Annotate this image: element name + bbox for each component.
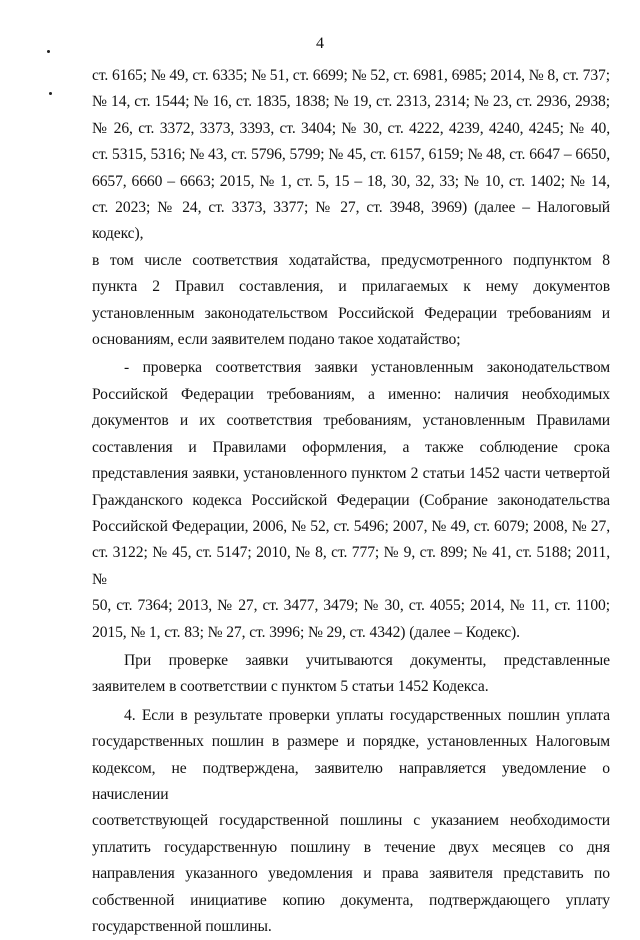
text-line: 50, ст. 7364; 2013, № 27, ст. 3477, 3479; № 30, ст. 4055; 2014, № 11, ст. 1100;	[92, 597, 610, 615]
text-line: представления заявки, установленного пунктом 2 статьи 1452 части четвертой	[92, 465, 610, 483]
text-line: пункта 2 Правил составления, и прилагаемых к нему документов	[92, 278, 610, 296]
text-line: ст. 5315, 5316; № 43, ст. 5796, 5799; № 45, ст. 6157, 6159; № 48, ст. 6647 – 6650,	[92, 146, 610, 164]
text-line: уплатить государственную пошлину в течение двух месяцев со дня	[92, 838, 610, 856]
text-line: Российской Федерации требованиям, а именно: наличия необходимых	[92, 385, 610, 403]
text-line: ст. 3122; № 45, ст. 5147; 2010, № 8, ст. 777; № 9, ст. 899; № 41, ст. 5188; 2011, №	[92, 544, 610, 588]
paragraph-application-check	[92, 355, 610, 645]
text-line: составления и Правилами оформления, а также соблюдение срока	[92, 438, 610, 456]
paragraph-documents-considered	[92, 648, 610, 701]
text-line: № 26, ст. 3372, 3373, 3393, ст. 3404; № 30, ст. 4222, 4239, 4240, 4245; № 40,	[92, 119, 610, 137]
text-line: в том числе соответствия ходатайства, предусмотренного подпунктом 8	[92, 251, 610, 269]
text-line: документов и их соответствия требованиям, установленным Правилами	[92, 412, 610, 430]
text-line: направления указанного уведомления и права заявителя представить по	[92, 865, 610, 883]
text-line: установленным законодательством Российской Федерации требованиям и	[92, 304, 610, 322]
text-line: Российской Федерации, 2006, № 52, ст. 5496; 2007, № 49, ст. 6079; 2008, № 27,	[92, 517, 610, 535]
paragraph-legal-references	[92, 63, 610, 353]
text-line: государственной пошлины.	[92, 918, 272, 935]
text-line: государственных пошлин в размере и порядке, установленных Налоговым	[92, 733, 610, 751]
text-line: ст. 6165; № 49, ст. 6335; № 51, ст. 6699; № 52, ст. 6981, 6985; 2014, № 8, ст. 737;	[92, 67, 610, 84]
text-line: - проверка соответствия заявки установленным законодательством	[124, 359, 610, 377]
text-line: Гражданского кодекса Российской Федерации (Собрание законодательства	[92, 491, 610, 509]
text-line: собственной инициативе копию документа, подтверждающего уплату	[92, 891, 610, 909]
text-line: заявителем в соответствии с пунктом 5 статьи 1452 Кодекса.	[92, 678, 489, 696]
text-line: 4. Если в результате проверки уплаты государственных пошлин уплата	[124, 706, 610, 724]
scan-mark	[49, 92, 52, 95]
text-line: При проверке заявки учитываются документы, представленные	[124, 651, 610, 669]
text-line: основаниям, если заявителем подано такое ходатайство;	[92, 331, 461, 349]
text-line: ст. 2023; № 24, ст. 3373, 3377; № 27, ст. 3948, 3969) (далее – Налоговый кодекс),	[92, 199, 610, 243]
scan-mark	[47, 50, 50, 53]
text-line: кодексом, не подтверждена, заявителю направляется уведомление о начислении	[92, 759, 610, 803]
text-line: соответствующей государственной пошлины с указанием необходимости	[92, 812, 610, 830]
page-number: 4	[316, 35, 324, 52]
text-line: 2015, № 1, ст. 83; № 27, ст. 3996; № 29, ст. 4342) (далее – Кодекс).	[92, 623, 520, 641]
document-body	[92, 63, 610, 940]
text-line: № 14, ст. 1544; № 16, ст. 1835, 1838; № 19, ст. 2313, 2314; № 23, ст. 2936, 2938;	[92, 93, 610, 111]
text-line: 6657, 6660 – 6663; 2015, № 1, ст. 5, 15 – 18, 30, 32, 33; № 10, ст. 1402; № 14,	[92, 172, 610, 190]
paragraph-item-4	[92, 703, 610, 940]
